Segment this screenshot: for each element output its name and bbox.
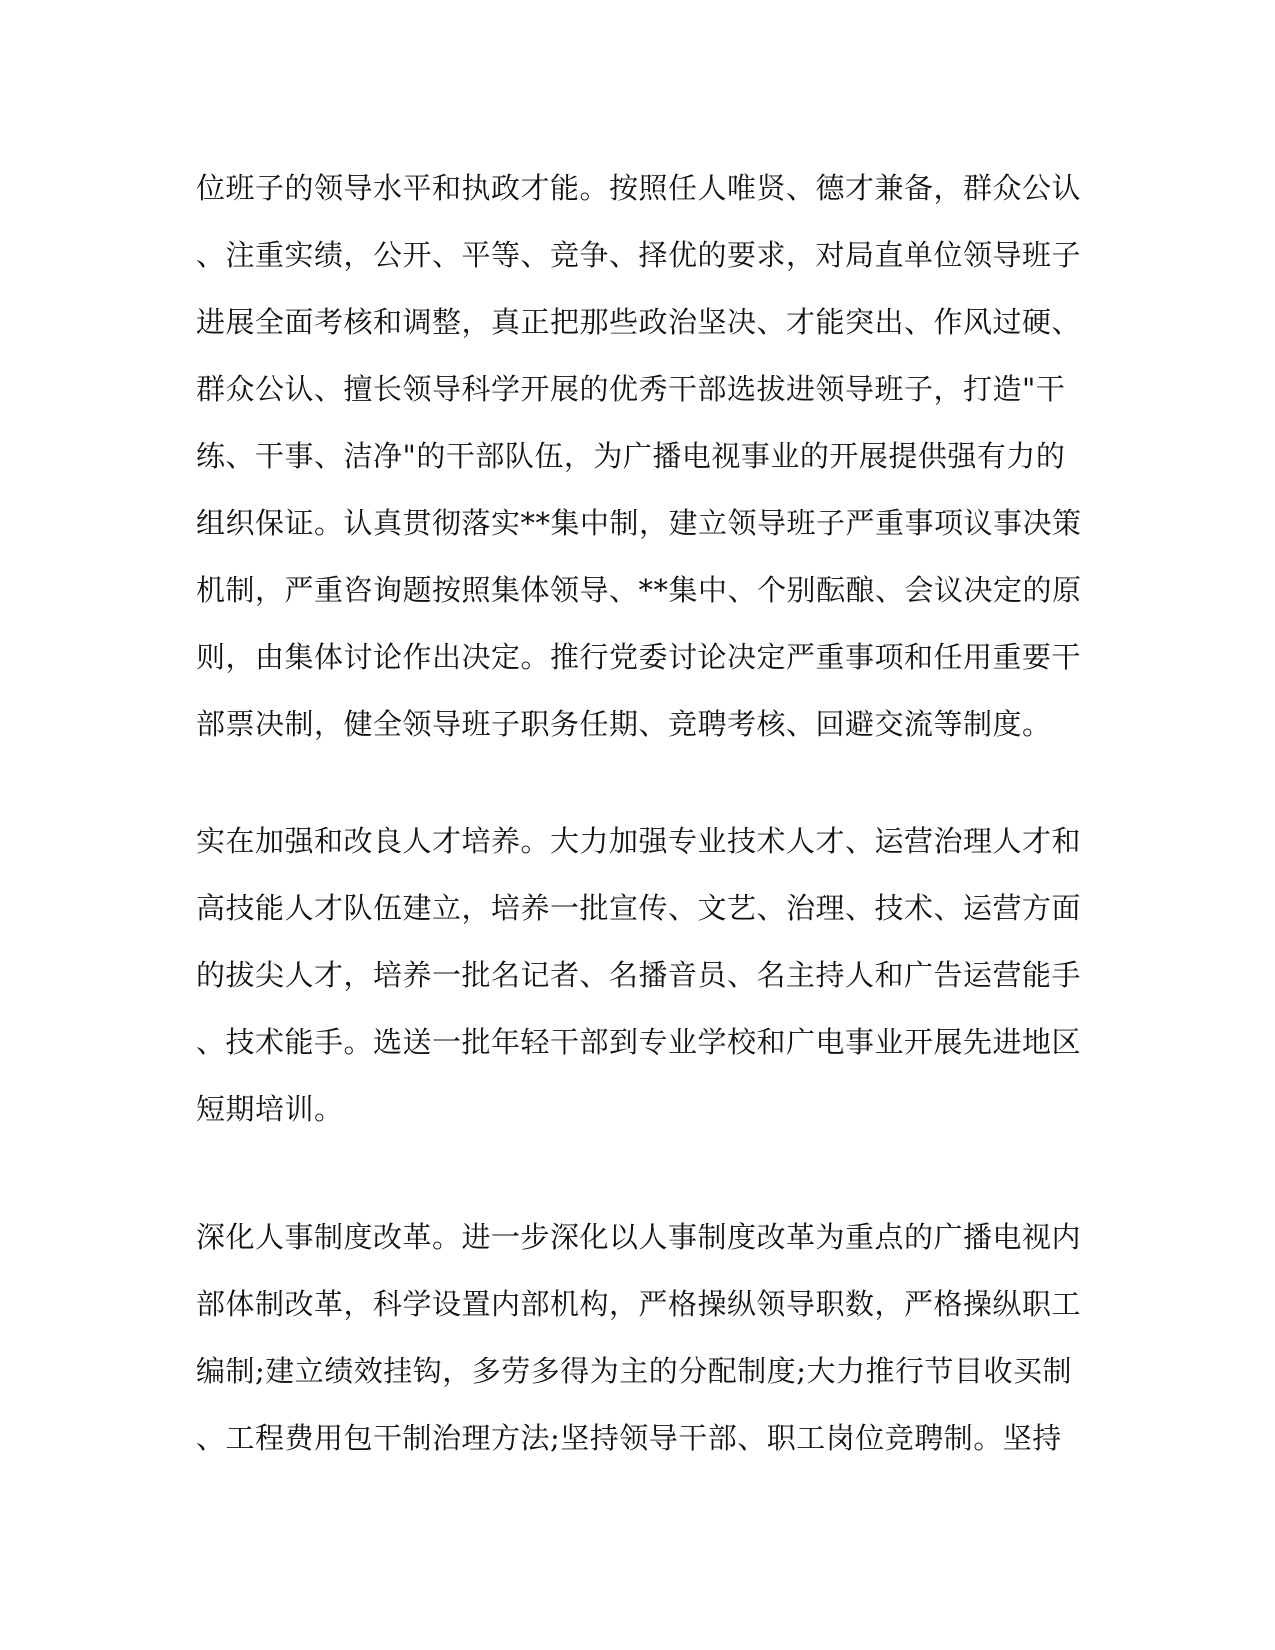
text-line: 短期培训。 <box>196 1092 344 1126</box>
text-line: 编制;建立绩效挂钩，多劳多得为主的分配制度;大力推行节目收买制 <box>196 1354 1073 1388</box>
text-line: 的拔尖人才，培养一批名记者、名播音员、名主持人和广告运营能手 <box>196 958 1082 992</box>
text-line: 群众公认、擅长领导科学开展的优秀干部选拔进领导班子，打造"干 <box>196 372 1066 406</box>
text-line: 练、干事、洁净"的干部队伍，为广播电视事业的开展提供强有力的 <box>196 439 1066 473</box>
paragraph-leadership <box>196 155 1082 758</box>
text-line: 部体制改革，科学设置内部机构，严格操纵领导职数，严格操纵职工 <box>196 1287 1082 1321</box>
text-line: 高技能人才队伍建立，培养一批宣传、文艺、治理、技术、运营方面 <box>196 891 1082 925</box>
text-line: 深化人事制度改革。进一步深化以人事制度改革为重点的广播电视内 <box>196 1220 1082 1254</box>
text-line: 组织保证。认真贯彻落实**集中制，建立领导班子严重事项议事决策 <box>196 506 1082 540</box>
text-line: 机制，严重咨询题按照集体领导、**集中、个别酝酿、会议决定的原 <box>196 573 1082 607</box>
paragraph-personnel-reform <box>196 1204 1082 1472</box>
text-line: 、技术能手。选送一批年轻干部到专业学校和广电事业开展先进地区 <box>196 1025 1082 1059</box>
paragraph-talent-training <box>196 808 1082 1143</box>
text-line: 实在加强和改良人才培养。大力加强专业技术人才、运营治理人才和 <box>196 824 1082 858</box>
text-line: 进展全面考核和调整，真正把那些政治坚决、才能突出、作风过硬、 <box>196 305 1082 339</box>
text-line: 、注重实绩，公开、平等、竞争、择优的要求，对局直单位领导班子 <box>196 238 1082 272</box>
text-line: 、工程费用包干制治理方法;坚持领导干部、职工岗位竞聘制。坚持 <box>196 1421 1062 1455</box>
text-line: 则，由集体讨论作出决定。推行党委讨论决定严重事项和任用重要干 <box>196 640 1082 674</box>
text-line: 位班子的领导水平和执政才能。按照任人唯贤、德才兼备，群众公认 <box>196 171 1082 205</box>
text-line: 部票决制，健全领导班子职务任期、竞聘考核、回避交流等制度。 <box>196 707 1052 741</box>
